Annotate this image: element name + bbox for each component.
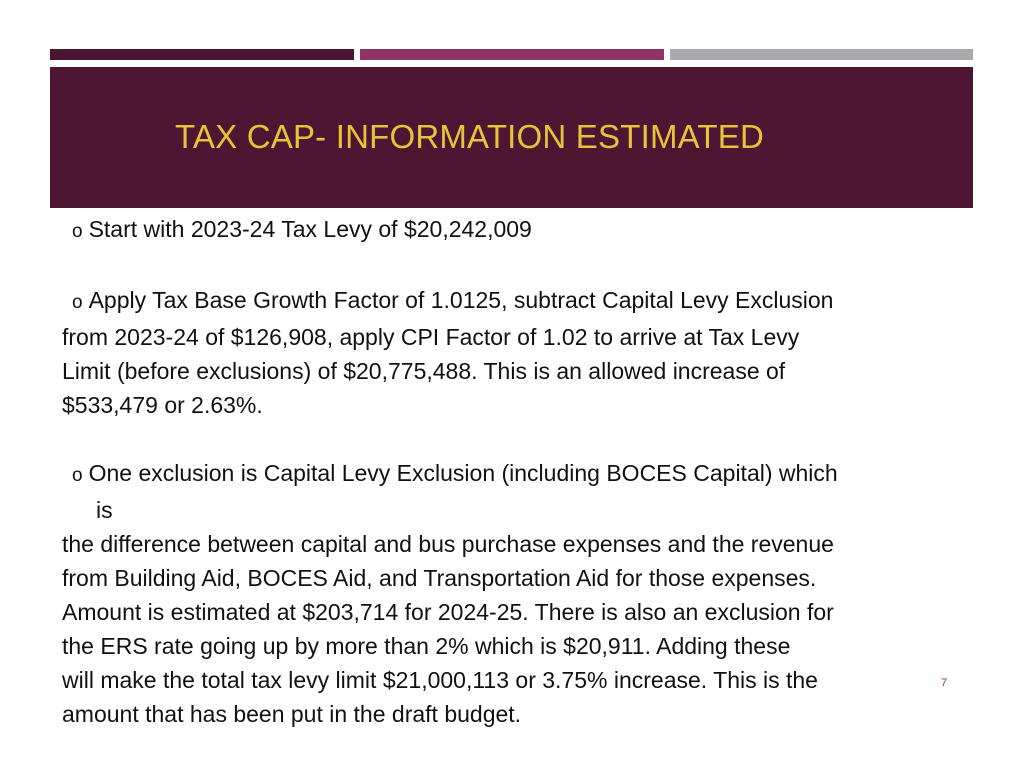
bullet-text: One exclusion is Capital Levy Exclusion (including BOCES Capital) which (88, 460, 838, 486)
slide-title: TAX CAP- INFORMATION ESTIMATED (175, 118, 765, 155)
bullet-marker: o (72, 221, 83, 242)
bullet-paragraph-1 (62, 212, 962, 249)
accent-bar-gray (670, 49, 973, 60)
bullet-line-3-2: is (96, 497, 113, 523)
bullet-line-3-3: the difference between capital and bus purchase expenses and the revenue (62, 531, 834, 557)
title-band (50, 67, 973, 208)
bullet-line-1-1 (62, 212, 962, 249)
accent-bar-dark (50, 49, 354, 60)
slide-body (62, 212, 962, 731)
bullet-line-2-4: $533,479 or 2.63%. (62, 392, 263, 418)
bullet-line-2-3: Limit (before exclusions) of $20,775,488. This is an allowed increase of (62, 358, 786, 384)
bullet-line-2-1 (62, 283, 962, 320)
bullet-line-3-6: the ERS rate going up by more than 2% which is $20,911. Adding these (62, 633, 791, 659)
bullet-paragraph-2 (62, 283, 962, 422)
bullet-line-3-5: Amount is estimated at $203,714 for 2024-25. There is also an exclusion for (62, 599, 834, 625)
bullet-line-3-1 (62, 456, 962, 493)
bullet-line-3-7: will make the total tax levy limit $21,000,113 or 3.75% increase. This is the (62, 667, 818, 693)
bullet-text: Apply Tax Base Growth Factor of 1.0125, subtract Capital Levy Exclusion (88, 287, 834, 313)
accent-bar-magenta (360, 49, 664, 60)
bullet-marker: o (72, 465, 83, 486)
bullet-marker: o (72, 292, 83, 313)
bullet-line-2-2: from 2023-24 of $126,908, apply CPI Factor of 1.02 to arrive at Tax Levy (62, 324, 800, 350)
bullet-line-3-4: from Building Aid, BOCES Aid, and Transportation Aid for those expenses. (62, 565, 817, 591)
page-number: 7 (941, 677, 948, 689)
bullet-text: Start with 2023-24 Tax Levy of $20,242,009 (88, 216, 532, 242)
bullet-paragraph-3 (62, 456, 962, 731)
bullet-line-3-8: amount that has been put in the draft budget. (62, 701, 522, 727)
